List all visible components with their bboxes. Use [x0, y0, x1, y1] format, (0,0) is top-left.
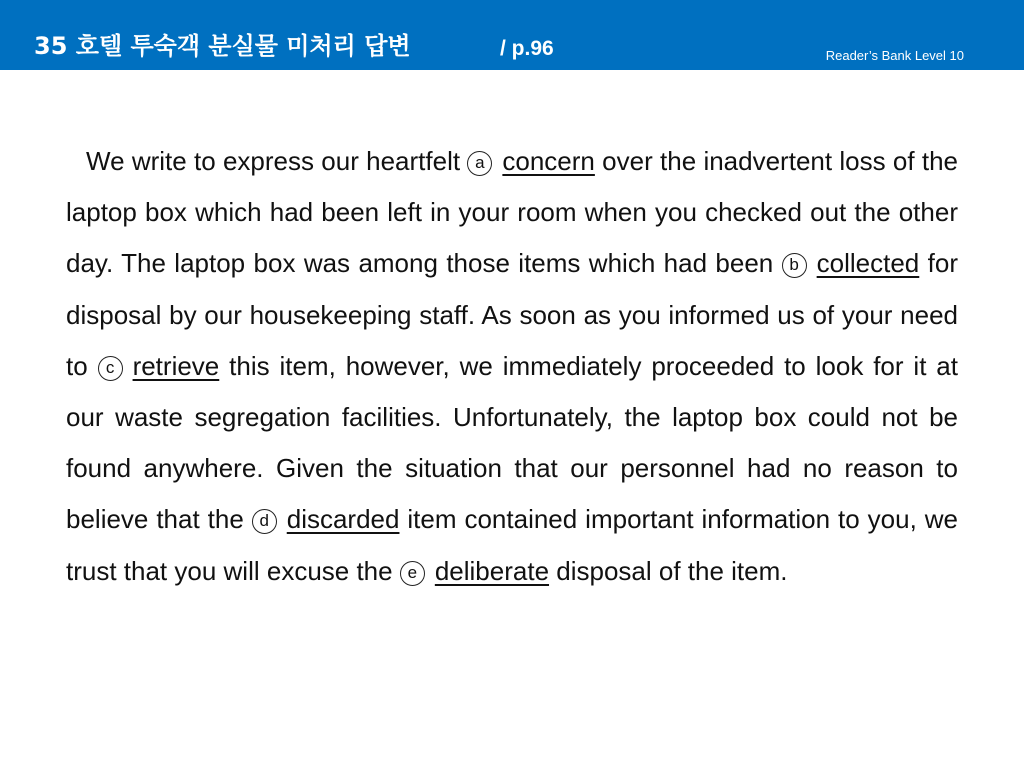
passage-text: We write to express our heartfelt: [86, 146, 468, 176]
underlined-word: concern: [502, 146, 595, 176]
underlined-word: deliberate: [434, 555, 550, 586]
underlined-word: collected: [816, 248, 920, 279]
option-marker-d: d: [252, 509, 277, 534]
passage-text: over the inadvertent loss of the laptop box which had been left in your room when you checked out the other day. The laptop box was among those items which had been: [66, 146, 958, 279]
passage-text: this item, however, we immediately proceeded to look for it at our waste segregation facilities. Unfortunately, the laptop box could not be found anywhere. Given the situation that our personnel had no reason to believe that the: [66, 350, 958, 535]
option-marker-e: e: [400, 561, 425, 586]
passage-text: disposal of the item.: [549, 555, 788, 586]
header-bar: [0, 0, 1024, 70]
book-level-label: Reader’s Bank Level 10: [825, 48, 964, 63]
slide-title: 35 호텔 투숙객 분실물 미처리 답변: [34, 32, 411, 60]
underlined-word: discarded: [286, 504, 400, 535]
underlined-word: retrieve: [132, 350, 220, 381]
page-reference: / p.96: [500, 37, 554, 60]
passage-text: item contained important information to you, we trust that you will excuse the: [66, 504, 958, 586]
option-marker-a: a: [467, 151, 492, 176]
option-marker-c: c: [98, 356, 123, 381]
option-marker-b: b: [782, 253, 807, 278]
reading-passage: [66, 136, 958, 597]
passage-text: for disposal by our housekeeping staff. As soon as you informed us of your need to: [66, 248, 958, 381]
